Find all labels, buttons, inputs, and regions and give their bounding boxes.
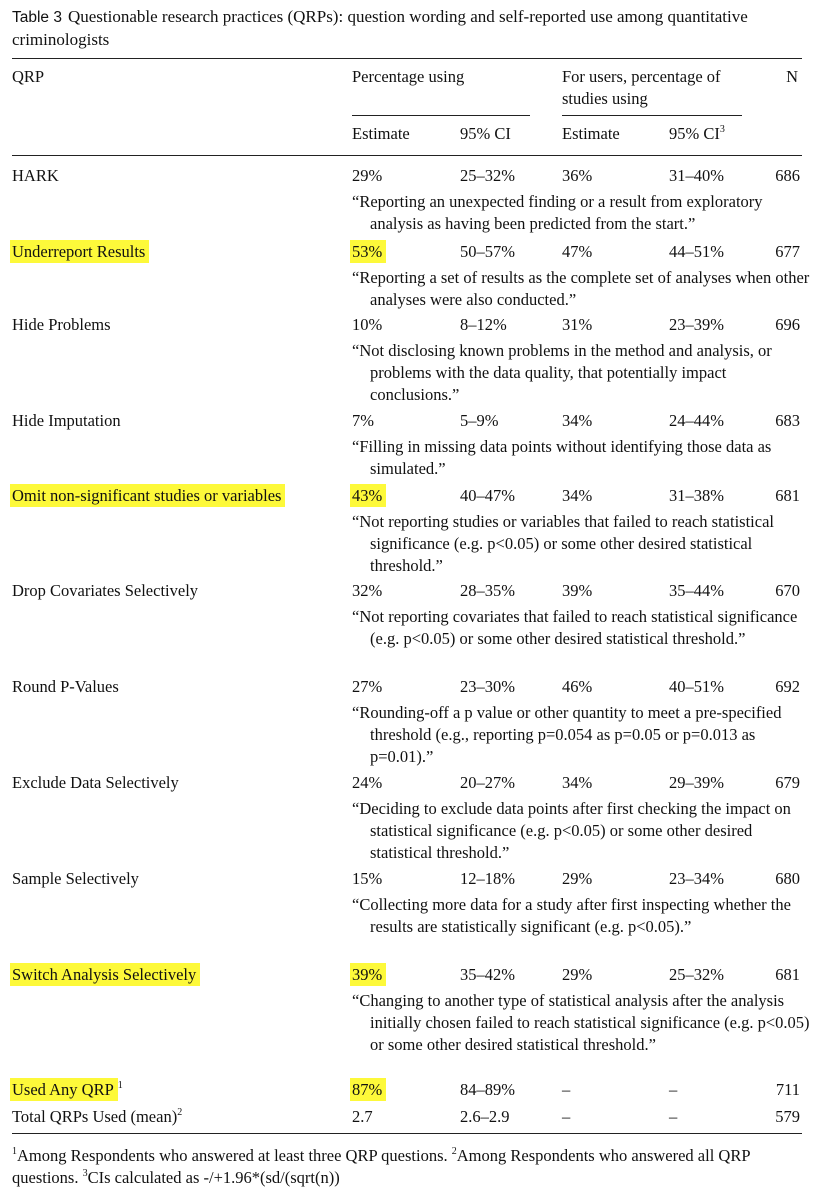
value-n: 670 xyxy=(775,581,800,600)
value-uest: 29% xyxy=(562,869,593,888)
cell-n xyxy=(775,772,800,794)
value-n: 680 xyxy=(775,869,800,888)
value-est: 27% xyxy=(352,677,383,696)
qrp-question-wording: “Not reporting studies or variables that failed to reach statistical significance (e.g. p<0.05) or some other desired statistical threshold.” xyxy=(352,512,774,575)
cell-n xyxy=(775,410,800,432)
table-row xyxy=(0,964,814,986)
cell-ci xyxy=(460,165,515,187)
qrp-name: HARK xyxy=(12,166,59,185)
value-n: 711 xyxy=(775,1080,800,1099)
value-uci: 23–34% xyxy=(669,869,724,888)
top-rule xyxy=(12,58,802,59)
footnote-1-sup: 1 xyxy=(12,1146,17,1157)
value-uci: – xyxy=(669,1080,678,1099)
value-n: 681 xyxy=(775,486,800,505)
users-group-rule xyxy=(562,115,742,116)
cell-n xyxy=(775,676,800,698)
table-row xyxy=(0,485,814,507)
cell-ci xyxy=(460,314,507,336)
table-caption xyxy=(12,6,802,51)
cell-n xyxy=(775,1106,800,1128)
table-row xyxy=(0,165,814,187)
qrp-name: Sample Selectively xyxy=(12,869,139,888)
value-n: 696 xyxy=(775,315,800,334)
cell-est xyxy=(352,165,382,187)
qrp-name: Total QRPs Used (mean) xyxy=(12,1107,178,1126)
value-ci: 8–12% xyxy=(460,315,507,334)
qrp-name-cell xyxy=(12,1079,123,1101)
header-bottom-rule xyxy=(12,155,802,156)
bottom-rule xyxy=(12,1133,802,1134)
value-uci: 44–51% xyxy=(669,242,724,261)
qrp-name-cell xyxy=(12,580,198,602)
table-row xyxy=(0,410,814,432)
header-percentage-using: Percentage using xyxy=(352,67,465,86)
cell-uci xyxy=(669,410,724,432)
cell-n xyxy=(775,868,800,890)
qrp-name: Hide Problems xyxy=(12,315,111,334)
cell-est xyxy=(352,314,382,336)
value-uci: 23–39% xyxy=(669,315,724,334)
value-est: 10% xyxy=(352,315,383,334)
table-row xyxy=(0,580,814,602)
value-uci: 24–44% xyxy=(669,411,724,430)
value-est: 24% xyxy=(352,773,383,792)
value-n: 686 xyxy=(775,166,800,185)
header-user-ci-sup: 3 xyxy=(719,124,725,135)
qrp-name: Exclude Data Selectively xyxy=(12,773,179,792)
value-uci: 25–32% xyxy=(669,965,724,984)
qrp-question-wording: “Changing to another type of statistical analysis after the analysis initially chosen failed to reach statistical significance (e.g. p<0.05) or some other desired statistical threshold.” xyxy=(352,991,810,1054)
qrp-name-footnote-ref: 2 xyxy=(177,1107,183,1118)
cell-uest xyxy=(562,1106,570,1128)
cell-ci xyxy=(460,241,515,263)
value-est: 43% xyxy=(350,484,386,507)
cell-uci xyxy=(669,165,724,187)
value-uest: – xyxy=(562,1080,571,1099)
value-ci: 23–30% xyxy=(460,677,515,696)
qrp-name: Hide Imputation xyxy=(12,411,121,430)
value-uest: 29% xyxy=(562,965,593,984)
table-row xyxy=(0,1106,814,1128)
cell-uest xyxy=(562,165,592,187)
cell-n xyxy=(775,964,800,986)
value-uci: – xyxy=(669,1107,678,1126)
footnote-2-sup: 2 xyxy=(451,1146,457,1157)
qrp-name-cell xyxy=(12,676,119,698)
value-ci: 50–57% xyxy=(460,242,515,261)
cell-est xyxy=(352,676,382,698)
value-uest: 34% xyxy=(562,773,593,792)
value-est: 7% xyxy=(352,411,374,430)
cell-ci xyxy=(460,676,515,698)
cell-uci xyxy=(669,580,724,602)
value-uest: 46% xyxy=(562,677,593,696)
value-uest: 31% xyxy=(562,315,593,334)
qrp-question-wording: “Deciding to exclude data points after first checking the impact on statistical significance (e.g. p<0.05) or some other desired statistical threshold.” xyxy=(352,799,791,862)
value-est: 39% xyxy=(350,963,386,986)
value-n: 681 xyxy=(775,965,800,984)
cell-ci xyxy=(460,410,499,432)
cell-est xyxy=(352,241,386,263)
value-n: 677 xyxy=(775,242,800,261)
qrp-question-wording: “Not disclosing known problems in the method and analysis, or problems with the data quality, that potentially impact conclusions.” xyxy=(352,341,772,404)
qrp-question-wording: “Reporting an unexpected finding or a result from exploratory analysis as having been predicted from the start.” xyxy=(352,192,763,233)
cell-ci xyxy=(460,580,515,602)
footnote-3-sup: 3 xyxy=(82,1168,88,1179)
qrp-name-cell xyxy=(12,964,200,986)
cell-n xyxy=(776,1079,800,1101)
header-ci: 95% CI xyxy=(460,124,511,143)
cell-est xyxy=(352,410,374,432)
value-est: 87% xyxy=(350,1078,386,1101)
value-est: 15% xyxy=(352,869,383,888)
value-n: 679 xyxy=(775,773,800,792)
cell-uci xyxy=(669,868,724,890)
value-ci: 25–32% xyxy=(460,166,515,185)
cell-est xyxy=(352,580,382,602)
cell-uest xyxy=(562,964,592,986)
value-uci: 40–51% xyxy=(669,677,724,696)
cell-n xyxy=(775,165,800,187)
value-n: 579 xyxy=(775,1107,800,1126)
cell-n xyxy=(775,485,800,507)
value-ci: 5–9% xyxy=(460,411,499,430)
cell-est xyxy=(352,772,382,794)
value-ci: 40–47% xyxy=(460,486,515,505)
cell-uest xyxy=(562,772,592,794)
cell-est xyxy=(352,964,386,986)
cell-uci xyxy=(669,772,724,794)
qrp-question-wording: “Collecting more data for a study after first inspecting whether the results are statistically significant (e.g. p<0.05).” xyxy=(352,895,791,936)
cell-n xyxy=(775,241,800,263)
value-uest: 34% xyxy=(562,411,593,430)
table-title: Questionable research practices (QRPs): question wording and self-reported use among quantitative criminologists xyxy=(12,7,748,49)
cell-uest xyxy=(562,1079,570,1101)
value-uci: 31–40% xyxy=(669,166,724,185)
footnote-1-text: Among Respondents who answered at least three QRP questions. xyxy=(17,1146,448,1165)
cell-ci xyxy=(460,868,515,890)
cell-uest xyxy=(562,580,592,602)
cell-uest xyxy=(562,314,592,336)
cell-ci xyxy=(460,485,515,507)
qrp-name-cell xyxy=(12,772,179,794)
qrp-name: Round P-Values xyxy=(12,677,119,696)
header-for-users: For users, percentage of studies using xyxy=(562,67,721,108)
cell-est xyxy=(352,1106,373,1128)
table-row xyxy=(0,241,814,263)
header-user-estimate: Estimate xyxy=(562,124,620,143)
percentage-group-rule xyxy=(352,115,530,116)
value-ci: 28–35% xyxy=(460,581,515,600)
qrp-question-wording: “Not reporting covariates that failed to reach statistical significance (e.g. p<0.05) or some other desired statistical threshold.” xyxy=(352,607,798,648)
header-user-ci xyxy=(669,123,725,145)
table-row xyxy=(0,868,814,890)
cell-ci xyxy=(460,1079,515,1101)
cell-est xyxy=(352,1079,386,1101)
value-est: 53% xyxy=(350,240,386,263)
value-est: 32% xyxy=(352,581,383,600)
cell-ci xyxy=(460,964,515,986)
cell-uci xyxy=(669,485,724,507)
value-uest: 36% xyxy=(562,166,593,185)
value-n: 683 xyxy=(775,411,800,430)
value-uest: 34% xyxy=(562,486,593,505)
value-uci: 31–38% xyxy=(669,486,724,505)
qrp-question-wording: “Rounding-off a p value or other quantity to meet a pre-specified threshold (e.g., reporting p=0.054 as p=0.05 or p=0.013 as p=0.01).” xyxy=(352,703,782,766)
table-row xyxy=(0,772,814,794)
table-row xyxy=(0,314,814,336)
cell-uci xyxy=(669,676,724,698)
header-qrp: QRP xyxy=(12,67,45,86)
cell-n xyxy=(775,580,800,602)
cell-uci xyxy=(669,1106,677,1128)
value-uest: 47% xyxy=(562,242,593,261)
value-ci: 84–89% xyxy=(460,1080,515,1099)
cell-ci xyxy=(460,1106,510,1128)
cell-est xyxy=(352,485,386,507)
cell-uci xyxy=(669,314,724,336)
qrp-question-wording: “Reporting a set of results as the complete set of analyses when other analyses were also conducted.” xyxy=(352,268,810,309)
value-uest: 39% xyxy=(562,581,593,600)
value-ci: 2.6–2.9 xyxy=(460,1107,510,1126)
table-label: Table 3 xyxy=(12,9,62,26)
table-footnotes xyxy=(12,1145,802,1189)
cell-uest xyxy=(562,410,592,432)
value-n: 692 xyxy=(775,677,800,696)
value-ci: 35–42% xyxy=(460,965,515,984)
qrp-name: Switch Analysis Selectively xyxy=(10,963,200,986)
qrp-name: Drop Covariates Selectively xyxy=(12,581,199,600)
value-uest: – xyxy=(562,1107,571,1126)
cell-uest xyxy=(562,676,592,698)
footnote-3-text: CIs calculated as -/+1.96*(sd/(sqrt(n)) xyxy=(87,1168,340,1187)
qrp-name: Underreport Results xyxy=(10,240,149,263)
qrp-name-cell xyxy=(12,485,285,507)
header-estimate: Estimate xyxy=(352,124,410,143)
cell-uest xyxy=(562,868,592,890)
qrp-name-footnote-ref: 1 xyxy=(117,1080,123,1091)
qrp-name-cell xyxy=(12,410,121,432)
qrp-name-cell xyxy=(12,314,111,336)
cell-uci xyxy=(669,964,724,986)
cell-uest xyxy=(562,241,592,263)
cell-uci xyxy=(669,1079,677,1101)
qrp-question-wording: “Filling in missing data points without identifying those data as simulated.” xyxy=(352,437,772,478)
qrp-name: Omit non-significant studies or variables xyxy=(10,484,285,507)
cell-ci xyxy=(460,772,515,794)
cell-uci xyxy=(669,241,724,263)
value-uci: 29–39% xyxy=(669,773,724,792)
header-n: N xyxy=(786,67,798,86)
value-est: 29% xyxy=(352,166,383,185)
value-ci: 12–18% xyxy=(460,869,515,888)
table-row xyxy=(0,676,814,698)
footnote-2-text: Among Respondents who answered all QRP questions. xyxy=(12,1146,750,1187)
qrp-name-cell xyxy=(12,868,139,890)
qrp-name: Used Any QRP xyxy=(10,1078,118,1101)
value-est: 2.7 xyxy=(352,1107,373,1126)
value-uci: 35–44% xyxy=(669,581,724,600)
header-user-ci-text: 95% CI xyxy=(669,124,720,143)
table-row xyxy=(0,1079,814,1101)
cell-uest xyxy=(562,485,592,507)
value-ci: 20–27% xyxy=(460,773,515,792)
cell-n xyxy=(775,314,800,336)
qrp-name-cell xyxy=(12,1106,182,1128)
qrp-name-cell xyxy=(12,165,59,187)
cell-est xyxy=(352,868,382,890)
qrp-name-cell xyxy=(12,241,149,263)
